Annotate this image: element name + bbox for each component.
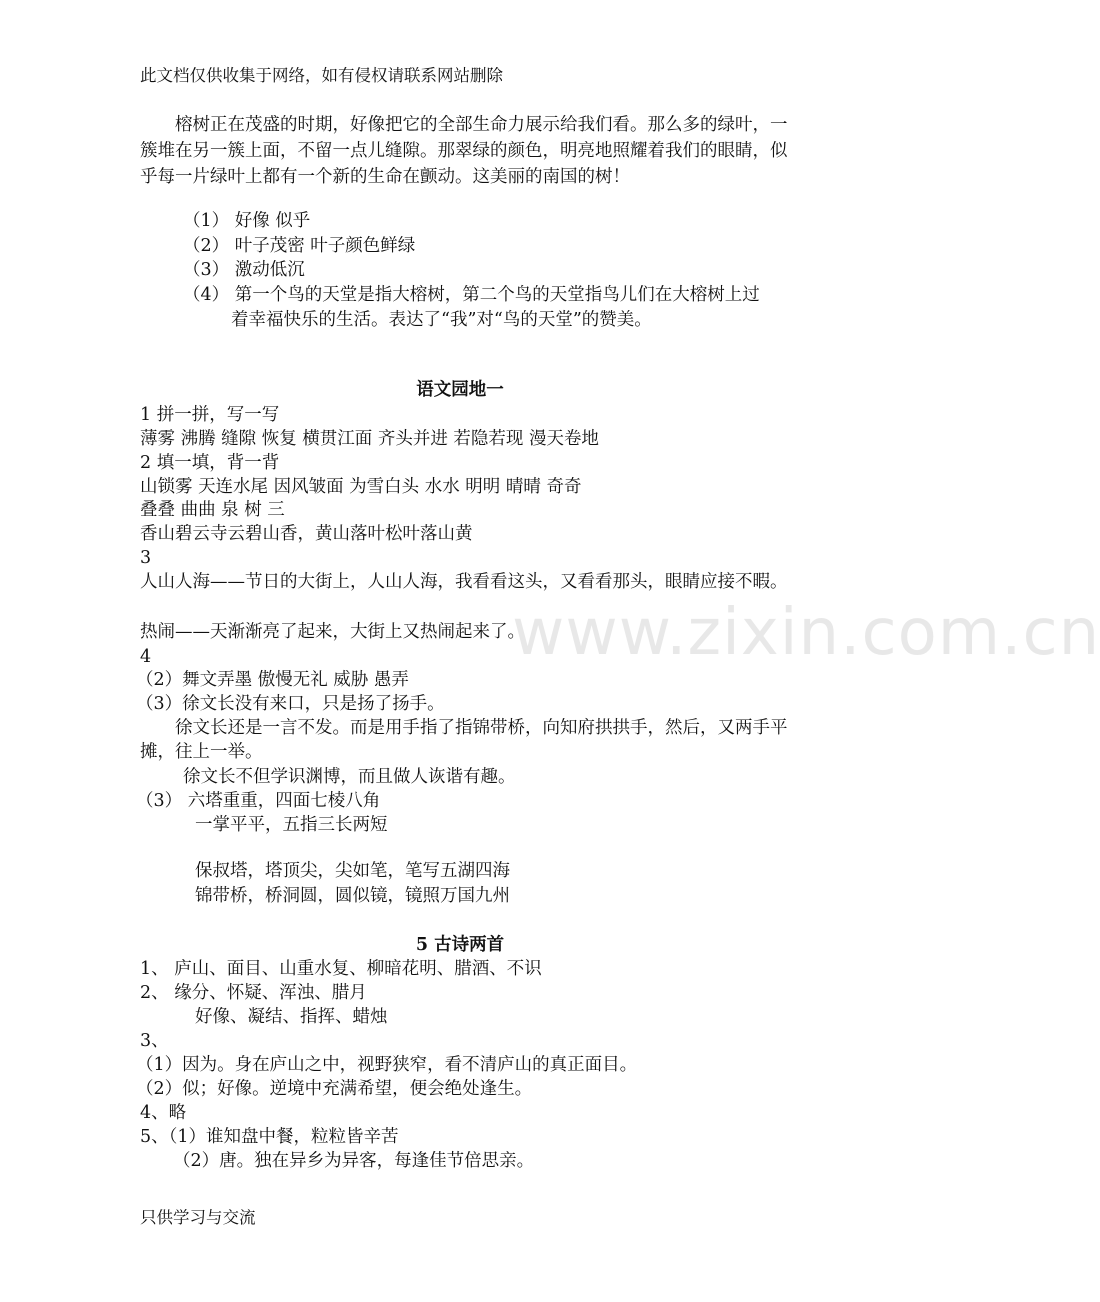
answer-3: （3） 激动低沉 (183, 260, 305, 280)
page-footer: 只供学习与交流 (140, 1208, 256, 1227)
s1-line-16: 一掌平平，五指三长两短 (195, 815, 388, 835)
s1-line-13: 徐文长还是一言不发。而是用手指了指锦带桥，向知府拱拱手，然后，又两手平摊，往上一举。 (140, 718, 788, 762)
s1-line-7: 3 (140, 548, 152, 568)
s2-line-8: 5、（1）谁知盘中餐，粒粒皆辛苦 (140, 1127, 399, 1147)
answer-4-line1: （4） 第一个鸟的天堂是指大榕树，第二个鸟的天堂指鸟儿们在大榕树上过 (183, 285, 760, 305)
answer-2: （2） 叶子茂密 叶子颜色鲜绿 (183, 236, 416, 256)
s1-line-4: 山锁雾 天连水尾 因风皱面 为雪白头 水水 明明 晴晴 奇奇 (140, 477, 582, 497)
passage-paragraph: 榕树正在茂盛的时期，好像把它的全部生命力展示给我们看。那么多的绿叶，一簇堆在另一簇上面，不留一点儿缝隙。那翠绿的颜色，明亮地照耀着我们的眼睛，似乎每一片绿叶上都有一个新的生命在颤动。这美丽的南国的树！ (140, 115, 788, 187)
s1-line-15: （3） 六塔重重，四面七棱八角 (136, 791, 381, 811)
answer-1: （1） 好像 似乎 (183, 211, 311, 231)
s1-line-3: 2 填一填，背一背 (140, 453, 280, 473)
section-title-yuwen-yuandi: 语文园地一 (416, 380, 504, 400)
s1-line-1: 1 拼一拼，写一写 (140, 405, 280, 425)
s1-line-14: 徐文长不但学识渊博，而且做人诙谐有趣。 (183, 767, 516, 787)
answer-4-line2: 着幸福快乐的生活。表达了“我”对“鸟的天堂”的赞美。 (231, 310, 652, 330)
s2-line-9: （2）唐。独在异乡为异客，每逢佳节倍思亲。 (173, 1151, 535, 1171)
s1-line-11: （2）舞文弄墨 傲慢无礼 威胁 愚弄 (136, 670, 409, 690)
s2-line-2: 2、 缘分、怀疑、浑浊、腊月 (140, 983, 367, 1003)
s1-line-8: 人山人海——节日的大街上，人山人海，我看看这头，又看看那头，眼睛应接不暇。 (140, 572, 788, 592)
watermark: www.zixin.com.cn (512, 596, 1100, 670)
s2-line-1: 1、 庐山、面目、山重水复、柳暗花明、腊酒、不识 (140, 959, 542, 979)
s2-line-6: （2）似；好像。逆境中充满希望，便会绝处逢生。 (136, 1079, 533, 1099)
s1-line-5: 叠叠 曲曲 泉 树 三 (140, 500, 285, 520)
s1-line-12: （3）徐文长没有来口，只是扬了扬手。 (136, 694, 445, 714)
section-title-gushi: 5 古诗两首 (415, 935, 505, 955)
s1-line-10: 4 (140, 647, 152, 667)
page-header: 此文档仅供收集于网络，如有侵权请联系网站删除 (140, 66, 503, 85)
s1-line-2: 薄雾 沸腾 缝隙 恢复 横贯江面 齐头并进 若隐若现 漫天卷地 (140, 429, 599, 449)
s2-line-4: 3、 (140, 1031, 169, 1051)
s1-line-6: 香山碧云寺云碧山香，黄山落叶松叶落山黄 (140, 524, 473, 544)
s2-line-5: （1）因为。身在庐山之中，视野狭窄，看不清庐山的真正面目。 (136, 1055, 638, 1075)
s1-line-17: 保叔塔，塔顶尖，尖如笔，笔写五湖四海 (195, 861, 510, 881)
s2-line-3: 好像、凝结、指挥、蜡烛 (195, 1007, 388, 1027)
s2-line-7: 4、略 (140, 1103, 187, 1123)
s1-line-9: 热闹——天渐渐亮了起来，大街上又热闹起来了。 (140, 622, 525, 642)
s1-line-18: 锦带桥，桥洞圆，圆似镜，镜照万国九州 (195, 886, 510, 906)
